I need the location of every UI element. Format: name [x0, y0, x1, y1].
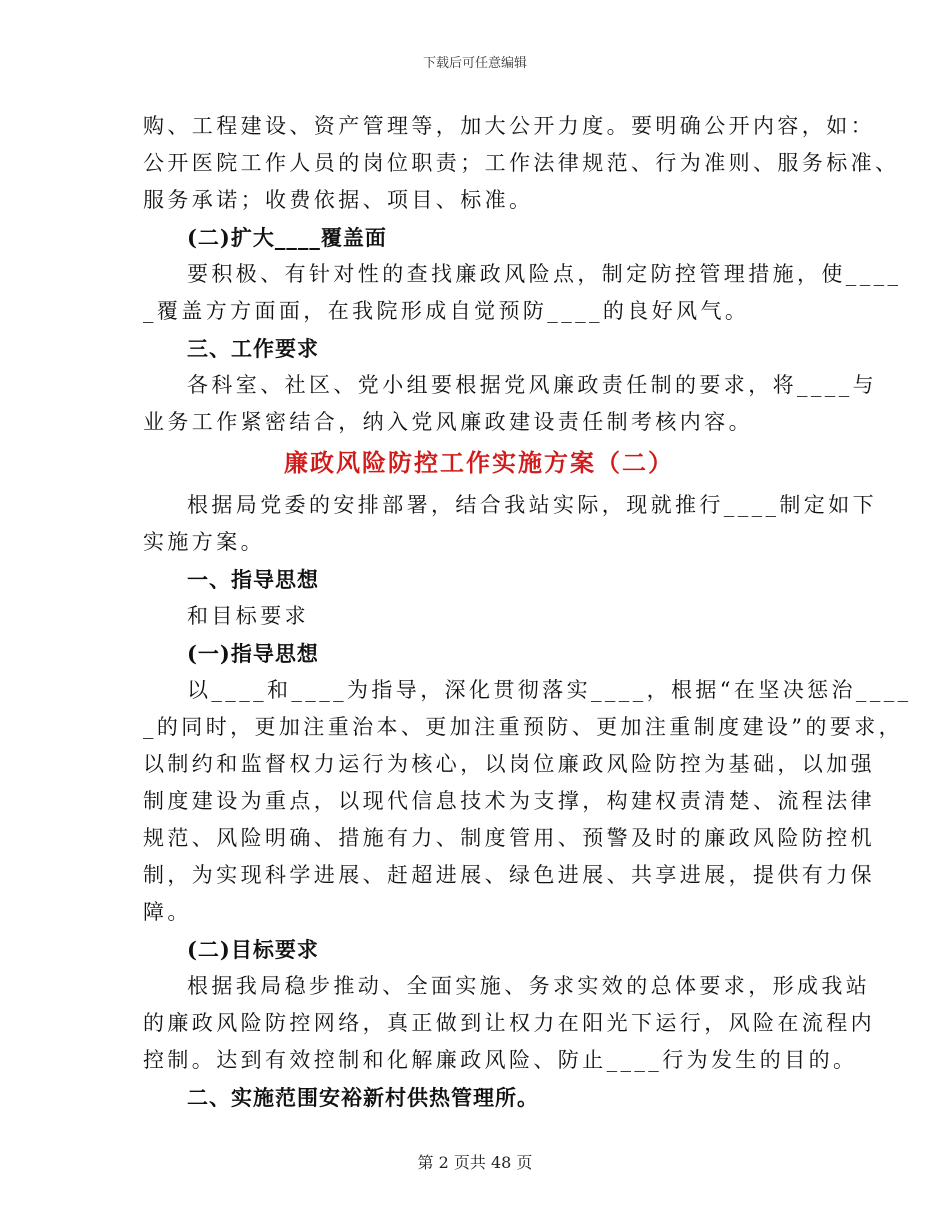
document-body — [143, 108, 912, 1116]
paragraph-line: 以制约和监督权力运行为核心，以岗位廉政风险防控为基础，以加强 — [143, 752, 875, 776]
paragraph-line: 障。 — [143, 900, 192, 924]
paragraph-line: 制度建设为重点，以现代信息技术为支撑，构建权责清楚、流程法律 — [143, 789, 875, 813]
page-header: 下载后可任意编辑 — [422, 56, 527, 71]
paragraph-line: 制，为实现科学进展、赶超进展、绿色进展、共享进展，提供有力保 — [143, 863, 875, 887]
section-heading: 三、工作要求 — [187, 336, 319, 361]
paragraph-line: 购、工程建设、资产管理等，加大公开力度。要明确公开内容，如： — [143, 114, 875, 138]
paragraph-line: 要积极、有针对性的查找廉政风险点，制定防控管理措施，使____ — [187, 262, 902, 286]
paragraph-line: 根据局党委的安排部署，结合我站实际，现就推行____制定如下 — [187, 493, 877, 517]
paragraph-line: 公开医院工作人员的岗位职责；工作法律规范、行为准则、服务标准、 — [143, 151, 900, 175]
paragraph-line: 和目标要求 — [187, 604, 309, 628]
paragraph-line: 实施方案。 — [143, 530, 265, 554]
paragraph-line: 各科室、社区、党小组要根据党风廉政责任制的要求，将____与 — [187, 373, 877, 397]
section-heading: (二)目标要求 — [187, 937, 319, 962]
paragraph-line: _覆盖方方面面，在我院形成自觉预防____的良好风气。 — [143, 299, 750, 323]
section-heading: 二、实施范围安裕新村供热管理所。 — [187, 1085, 539, 1110]
section-heading: (一)指导思想 — [187, 641, 319, 666]
paragraph-line: 以____和____为指导，深化贯彻落实____，根据“在坚决惩治____ — [187, 678, 912, 702]
paragraph-line: 业务工作紧密结合，纳入党风廉政建设责任制考核内容。 — [143, 410, 753, 434]
paragraph-line: 根据我局稳步推动、全面实施、务求实效的总体要求，形成我站 — [187, 974, 871, 998]
section-heading: (二)扩大____覆盖面 — [187, 225, 387, 250]
paragraph-line: 的廉政风险防控网络，真正做到让权力在阳光下运行，风险在流程内 — [143, 1011, 875, 1035]
document-title: 廉政风险防控工作实施方案（二） — [284, 448, 674, 477]
paragraph-line: 规范、风险明确、措施有力、制度管用、预警及时的廉政风险防控机 — [143, 826, 875, 850]
paragraph-line: 服务承诺；收费依据、项目、标准。 — [143, 188, 534, 212]
paragraph-line: 控制。达到有效控制和化解廉政风险、防止____行为发生的目的。 — [143, 1048, 858, 1072]
section-heading: 一、指导思想 — [187, 567, 319, 592]
paragraph-line: _的同时，更加注重治本、更加注重预防、更加注重制度建设”的要求， — [143, 715, 904, 739]
page-footer: 第 2 页共 48 页 — [417, 1153, 533, 1172]
